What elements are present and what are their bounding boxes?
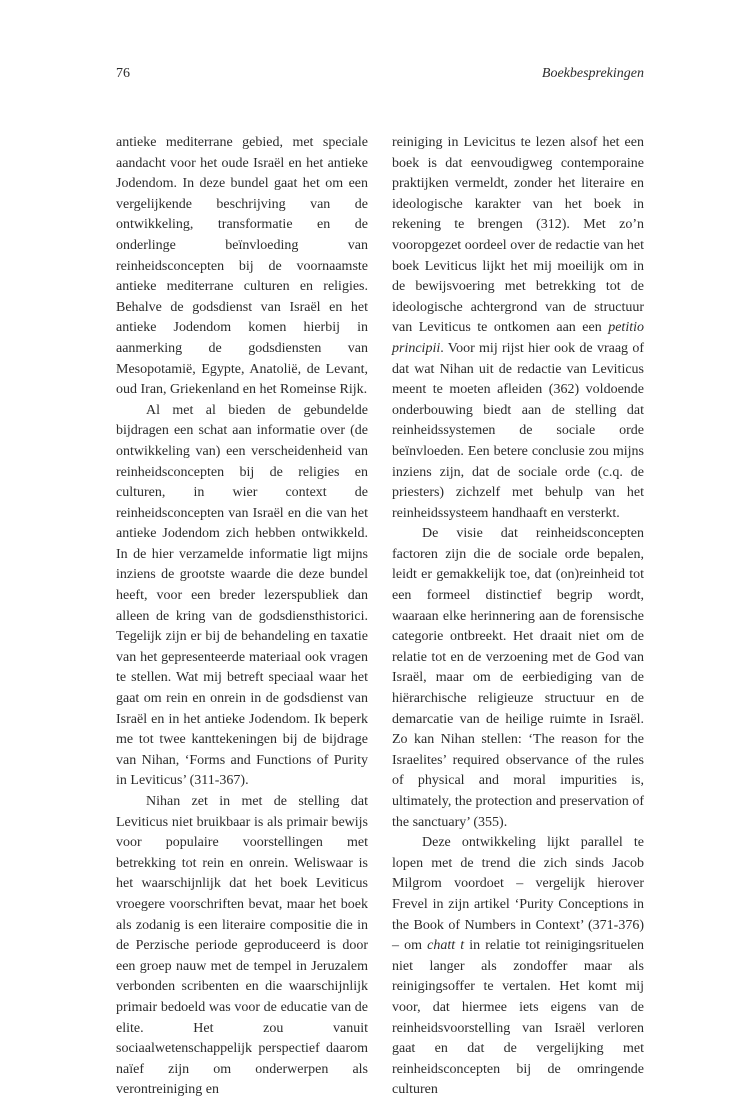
paragraph: antieke mediterrane gebied, met speciale aandacht voor het oude Israël en het antieke Jodendom. In deze bundel gaat het om een vergelijkende beschrijving van de ontwikkeling, transformatie en de onderlinge beïnvloeding van reinheidsconcepten bij de voornaamste antieke mediterrane culturen en religies. Behalve de godsdienst van Israël en het antieke Jodendom komen hierbij in aanmerking de godsdiensten van Mesopotamië, Egypte, Anatolië, de Levant, oud Iran, Griekenland en het Romeinse Rijk. [116, 135, 368, 398]
text-run: in relatie tot reinigingsrituelen niet langer als zondoffer maar als reinigingsoffer te vertalen. Het komt mij voor, dat hiermee iets eigens van de reinheidsvoorstelling van Israël verloren gaat en dat de vergelijking met reinheidsconcepten bij de omringende culturen [392, 938, 644, 1098]
running-title: Boekbesprekingen [541, 66, 644, 81]
paragraph: De visie dat reinheidsconcepten factoren zijn die de sociale orde bepalen, leidt er gemakkelijk toe, dat (on)reinheid tot een formeel distinctief begrip wordt, waaraan elke herinnering aan de forensische categorie ontbreekt. Het draait niet om de relatie tot en de verzoening met de God van Israël, maar om de eerbiediging van de hiërarchische religieuze structuur en de demarcatie van de heilige ruimte in Israël. Zo kan Nihan stellen: ‘The reason for the Israelites’ required observance of the rules of physical and moral impurities is, ultimately, the protection and preservation of the sanctuary’ (355). [392, 526, 644, 830]
paragraph: Nihan zet in met de stelling dat Leviticus niet bruikbaar is als primair bewijs voor populaire voorstellingen met betrekking tot rein en onrein. Weliswaar is het waarschijnlijk dat het boek Leviticus vroegere voorschriften bevat, maar het boek als zodanig is een literaire compositie die in de Perzische periode geproduceerd is door een groep nauw met de tempel in Jeruzalem verbonden scribenten en die waarschijnlijk primair bedoeld was voor de educatie van de elite. Het zou vanuit sociaalwetenschappelijk perspectief daarom naïef zijn om onderwerpen als verontreiniging en [116, 794, 368, 1098]
paragraph [392, 133, 644, 524]
paragraph: Al met al bieden de gebundelde bijdragen een schat aan informatie over (de ontwikkeling van) een verscheidenheid van reinheidsconcepten bij de religies en culturen, in wier context de reinheidsconcepten van Israël en die van het antieke Jodendom zich hebben ontwikkeld. In de hier verzamelde informatie ligt mijns inziens de grootste waarde die deze bundel heeft, voor een breder lezerspubliek dan alleen de kring van de godsdiensthistorici. Tegelijk zijn er bij de behandeling en taxatie van het gepresenteerde materiaal ook vragen te stellen. Wat mij betreft speciaal waar het gaat om rein en onrein in de godsdienst van Israël en in het antieke Jodendom. Ik beperk me tot twee kanttekeningen bij de bijdrage van Nihan, ‘Forms and Functions of Purity in Leviticus’ (311-367). [116, 402, 368, 789]
left-column [116, 133, 368, 1101]
text-run: Deze ontwikkeling lijkt parallel te lopen met de trend die zich sinds Jacob Milgrom voordoet – vergelijk hierover Frevel in zijn artikel ‘Purity Conceptions in the Book of Numbers in Context’ (371-376) – om [392, 835, 644, 954]
paragraph [392, 833, 644, 1101]
latin-term: petitio principii [392, 320, 644, 356]
right-column [392, 133, 644, 1101]
text-run: . Voor mij rijst hier ook de vraag of dat wat Nihan uit de redactie van Leviticus meent te moeten afleiden (362) voldoende onderbouwing biedt aan de stelling dat reinheidssystemen de sociale orde beïnvloeden. Een betere conclusie zou mijns inziens zijn, dat de sociale orde (c.q. de priesters) zichzelf met behulp van het reinheidssysteem handhaaft en versterkt. [392, 340, 644, 521]
text-run: reiniging in Levicitus te lezen alsof het een boek is dat eenvoudigweg contemporaine praktijken vermeldt, zonder het literaire en ideologische karakter van het boek in rekening te brengen (312). Met zo’n vooropgezet oordeel over de redactie van het boek Leviticus lijkt het mij moeilijk om in de bewijsvoering met betrekking tot de ideologische achtergrond van de structuur van Leviticus te ontkomen aan een [392, 135, 644, 336]
page-number: 76 [116, 66, 130, 81]
hebrew-term: chatt t [427, 938, 465, 954]
